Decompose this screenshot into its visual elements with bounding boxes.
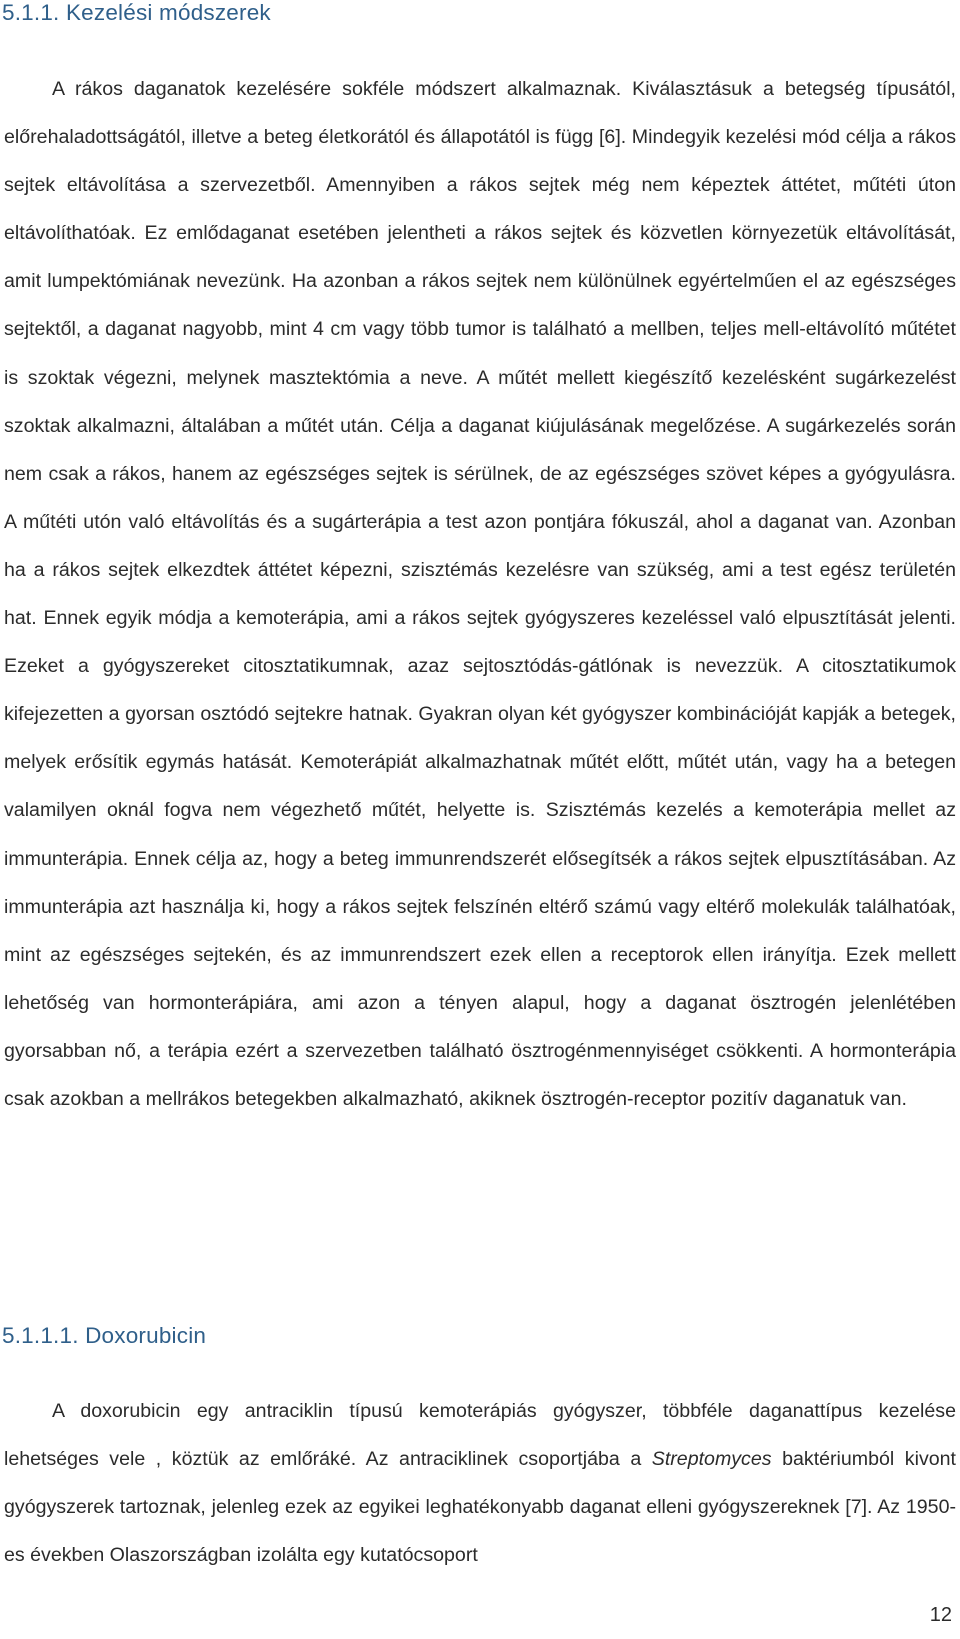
subsection-paragraph-text-end: baktériumból kivont gyógyszerek tartoznak, jelenleg ezek az egyikei leghatékonyabb daganat elleni gyógyszereknek [7]. Az 1950-es években Olaszországban izolálta egy kutatócsoport	[4, 1448, 956, 1567]
subsection-paragraph-text-start: A doxorubicin egy antraciklin típusú kemoterápiás gyógyszer, többféle daganattípus kezelése lehetséges vele , köztük az emlőráké. Az antraciklinek csoportjába a	[4, 1400, 956, 1471]
section-heading: 5.1.1. Kezelési módszerek	[2, 0, 271, 25]
section-paragraph: A rákos daganatok kezelésére sokféle módszert alkalmaznak. Kiválasztásuk a betegség típusától, előrehaladottságától, illetve a beteg életkorától és állapotától is függ [6]. Mindegyik kezelési mód célja a rákos sejtek eltávolítása a szervezetből. Amennyiben a rákos sejtek még nem képeztek áttétet, műtéti úton eltávolíthatóak. Ez emlődaganat esetében jelentheti a rákos sejtek és közvetlen környezetük eltávolítását, amit lumpektómiának nevezünk. Ha azonban a rákos sejtek nem különülnek egyértelműen el az egészséges sejtektől, a daganat nagyobb, mint 4 cm vagy több tumor is található a mellben, teljes mell-eltávolító műtétet is szoktak végezni, melynek masztektómia a neve. A műtét mellett kiegészítő kezelésként sugárkezelést szoktak alkalmazni, általában a műtét után. Célja a daganat kiújulásának megelőzése. A sugárkezelés során nem csak a rákos, hanem az egészséges sejtek is sérülnek, de az egészséges szövet képes a gyógyulásra. A műtéti utón való eltávolítás és a sugárterápia a test azon pontjára fókuszál, ahol a daganat van. Azonban ha a rákos sejtek elkezdtek áttétet képezni, szisztémás kezelésre van szükség, ami a test egész területén hat. Ennek egyik módja a kemoterápia, ami a rákos sejtek gyógyszeres kezeléssel való elpusztítását jelenti. Ezeket a gyógyszereket citosztatikumnak, azaz sejtosztódás-gátlónak is nevezzük. A citosztatikumok kifejezetten a gyorsan osztódó sejtekre hatnak. Gyakran olyan két gyógyszer kombinációját kapják a betegek, melyek erősítik egymás hatását. Kemoterápiát alkalmazhatnak műtét előtt, műtét után, vagy ha a betegen valamilyen oknál fogva nem végezhető műtét, helyette is. Szisztémás kezelés a kemoterápia mellet az immunterápia. Ennek célja az, hogy a beteg immunrendszerét elősegítsék a rákos sejtek elpusztításában. Az immunterápia azt használja ki, hogy a rákos sejtek felszínén eltérő számú vagy eltérő molekulák találhatóak, mint az egészséges sejtekén, és az immunrendszert ezek ellen a receptorok ellen irányítja. Ezek mellett lehetőség van hormonterápiára, ami azon a tényen alapul, hogy a daganat ösztrogén jelenlétében gyorsabban nő, a terápia ezért a szervezetben található ösztrogénmennyiséget csökkenti. A hormonterápia csak azokban a mellrákos betegekben alkalmazható, akiknek ösztrogén-receptor pozitív daganatuk van.	[4, 78, 956, 1110]
subsection-paragraph	[4, 1387, 956, 1579]
italic-term: Streptomyces	[651, 1448, 772, 1471]
page-number: 12	[929, 1604, 952, 1626]
subsection-heading: 5.1.1.1. Doxorubicin	[2, 1323, 207, 1348]
